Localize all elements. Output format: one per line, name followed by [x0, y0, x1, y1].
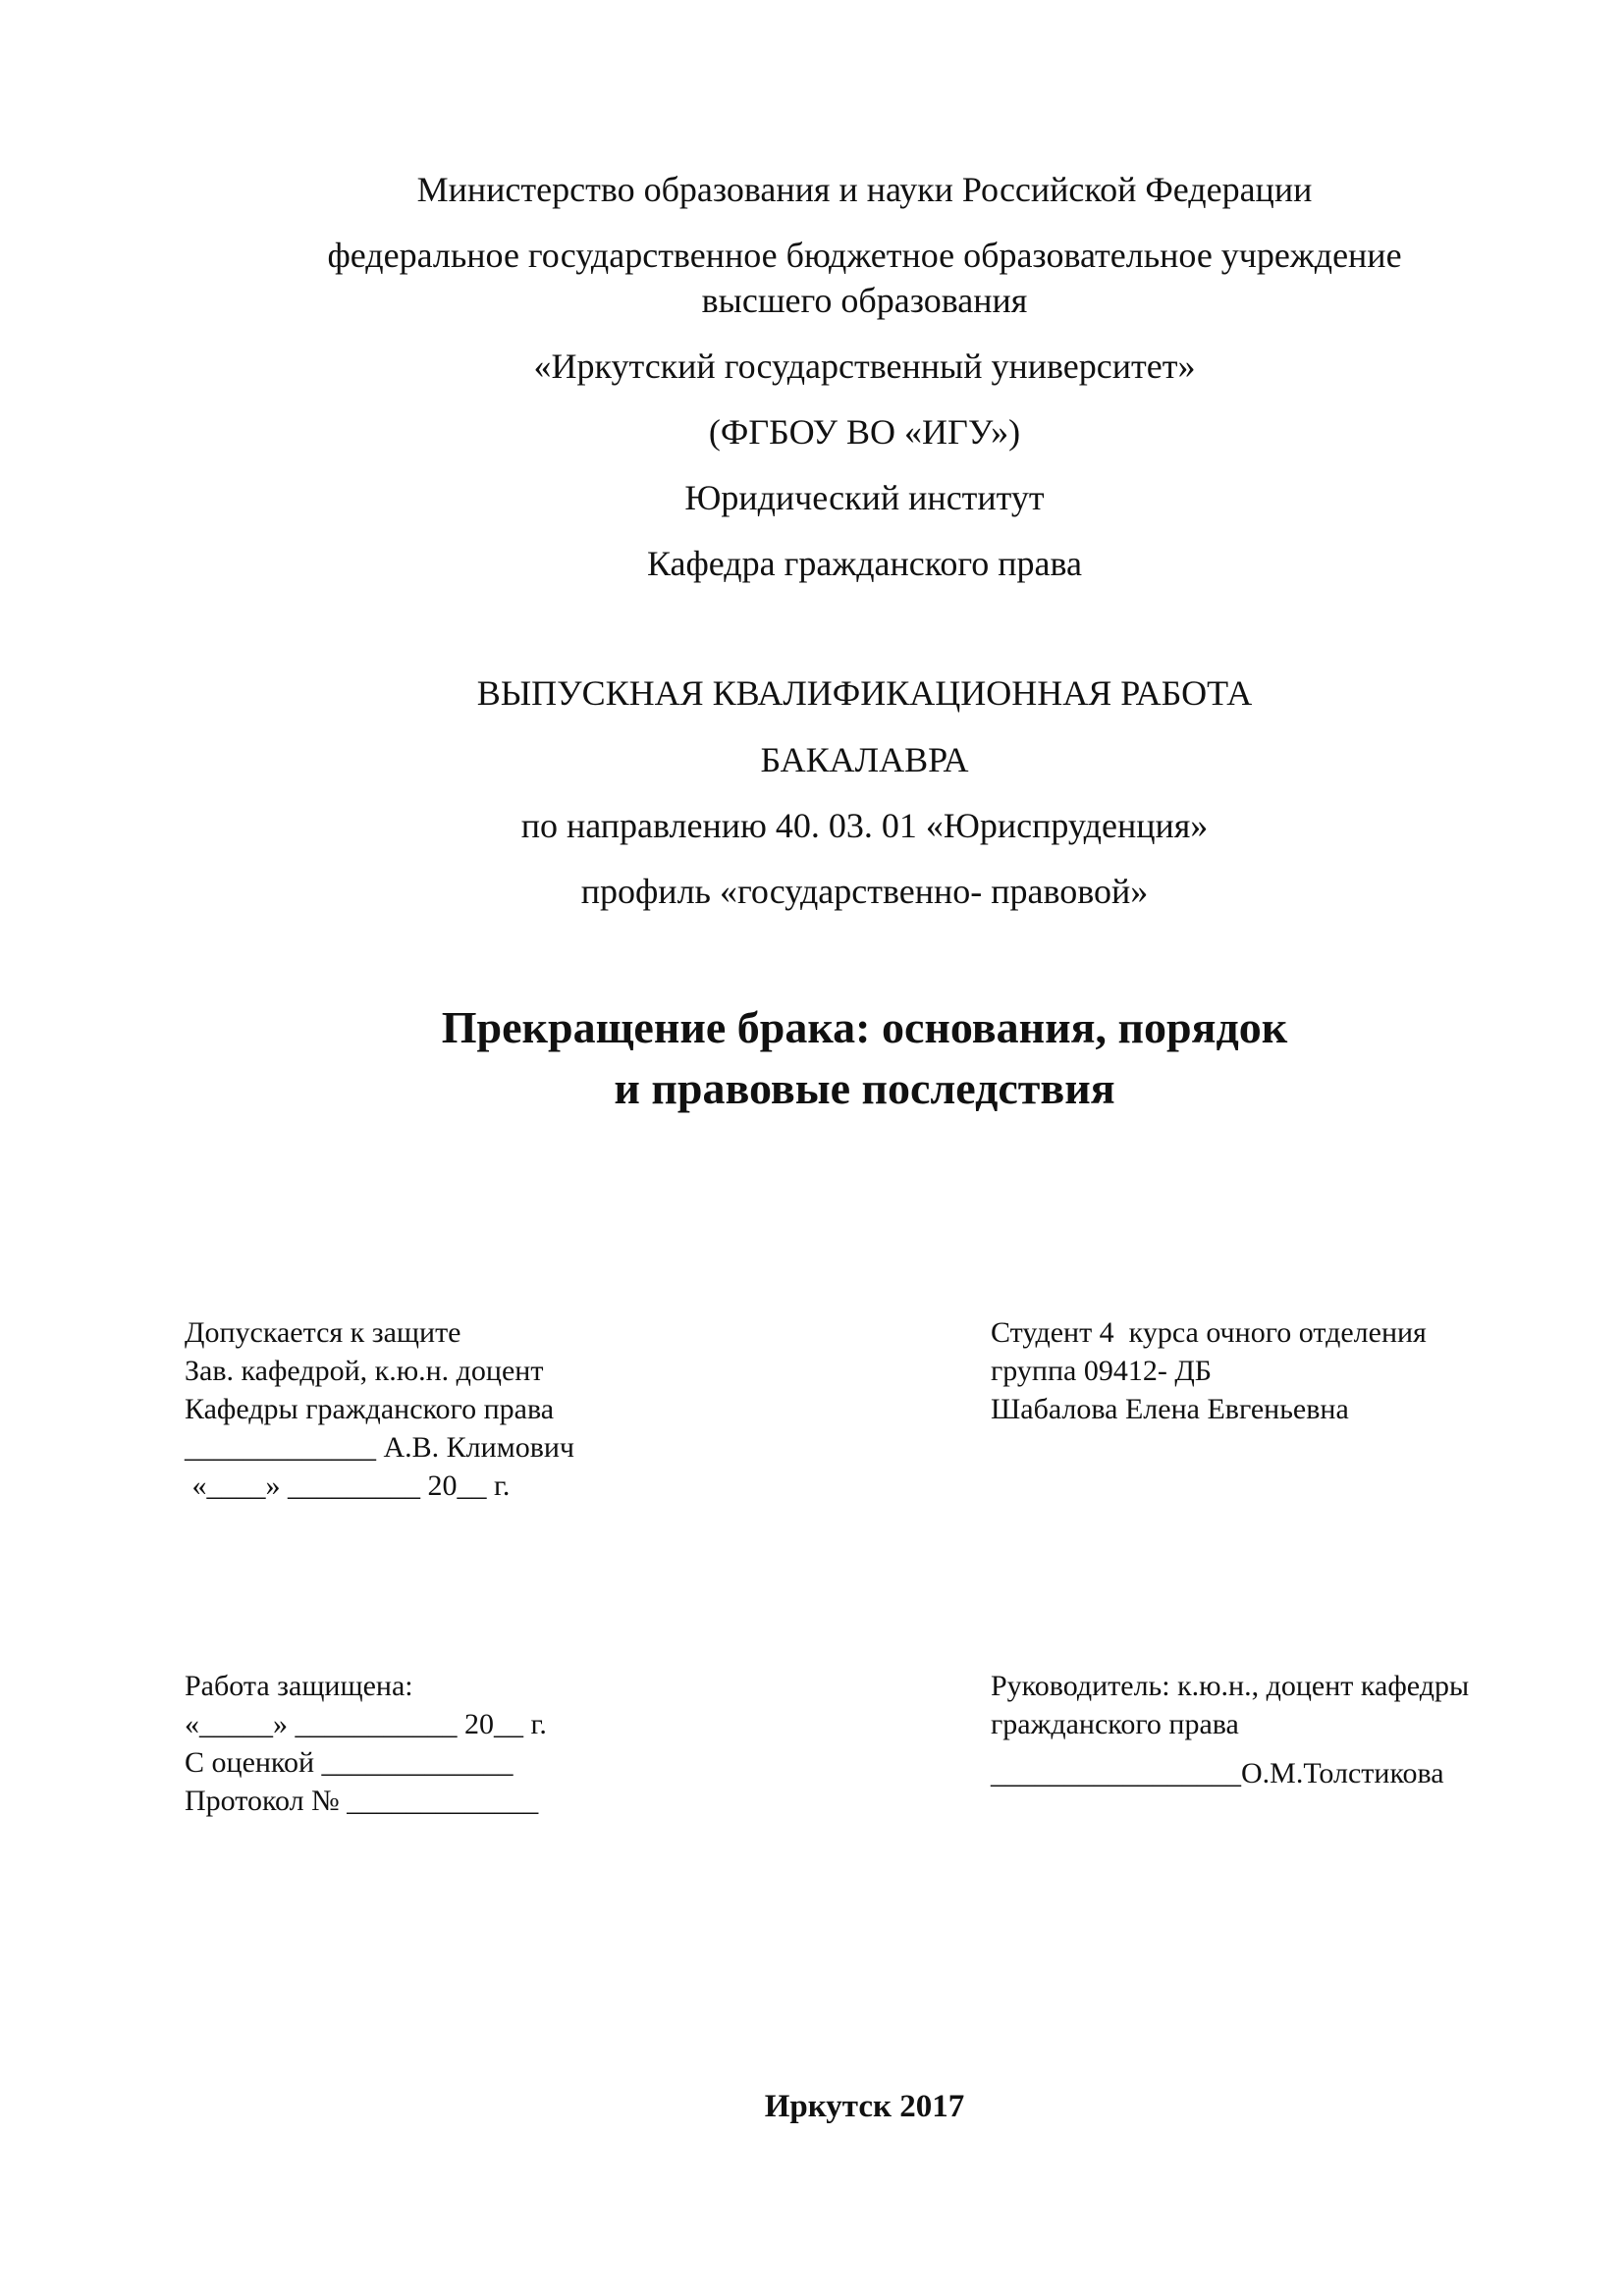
- thesis-title-line1: Прекращение брака: основания, порядок: [441, 1002, 1288, 1052]
- institute-name: Юридический институт: [684, 478, 1045, 517]
- institution-type-line1: федеральное государственное бюджетное образовательное учреждение: [327, 236, 1402, 275]
- direction: по направлению 40. 03. 01 «Юриспруденция»: [520, 806, 1209, 845]
- department-name: Кафедра гражданского права: [646, 544, 1083, 583]
- defense-line: Работа защищена:: [185, 1670, 413, 1702]
- thesis-title-line2: и правовые последствия: [614, 1063, 1115, 1113]
- supervisor-signature-line: _________________О.М.Толстикова: [991, 1757, 1444, 1789]
- admission-line: Кафедры гражданского права: [185, 1393, 555, 1425]
- defense-protocol-line: Протокол № _____________: [185, 1785, 539, 1817]
- city-year: Иркутск 2017: [764, 2089, 965, 2124]
- supervisor-block: [991, 1667, 1469, 1792]
- admission-line: Допускается к защите: [185, 1316, 461, 1349]
- university-name: «Иркутский государственный университет»: [533, 347, 1196, 386]
- supervisor-department: гражданского права: [991, 1708, 1239, 1740]
- admission-signature-line: _____________ А.В. Климович: [185, 1431, 575, 1464]
- student-course: Студент 4 курса очного отделения: [991, 1316, 1427, 1349]
- university-abbreviation: (ФГБОУ ВО «ИГУ»): [708, 412, 1021, 452]
- institution-type-line2: высшего образования: [701, 281, 1028, 320]
- admission-block: [185, 1313, 574, 1505]
- admission-date-line: «____» _________ 20__ г.: [185, 1469, 511, 1502]
- defense-block: [185, 1667, 547, 1820]
- profile: профиль «государственно- правовой»: [580, 872, 1149, 911]
- work-type-line2: БАКАЛАВРА: [760, 740, 969, 779]
- student-name: Шабалова Елена Евгеньевна: [991, 1393, 1349, 1425]
- student-group: группа 09412- ДБ: [991, 1355, 1213, 1387]
- work-type-line1: ВЫПУСКНАЯ КВАЛИФИКАЦИОННАЯ РАБОТА: [476, 673, 1253, 713]
- admission-line: Зав. кафедрой, к.ю.н. доцент: [185, 1355, 544, 1387]
- defense-grade-line: С оценкой _____________: [185, 1746, 514, 1779]
- defense-date-line: «_____» ___________ 20__ г.: [185, 1708, 547, 1740]
- ministry-name: Министерство образования и науки Российской Федерации: [416, 170, 1313, 209]
- supervisor-title: Руководитель: к.ю.н., доцент кафедры: [991, 1670, 1470, 1702]
- student-block: [991, 1313, 1427, 1428]
